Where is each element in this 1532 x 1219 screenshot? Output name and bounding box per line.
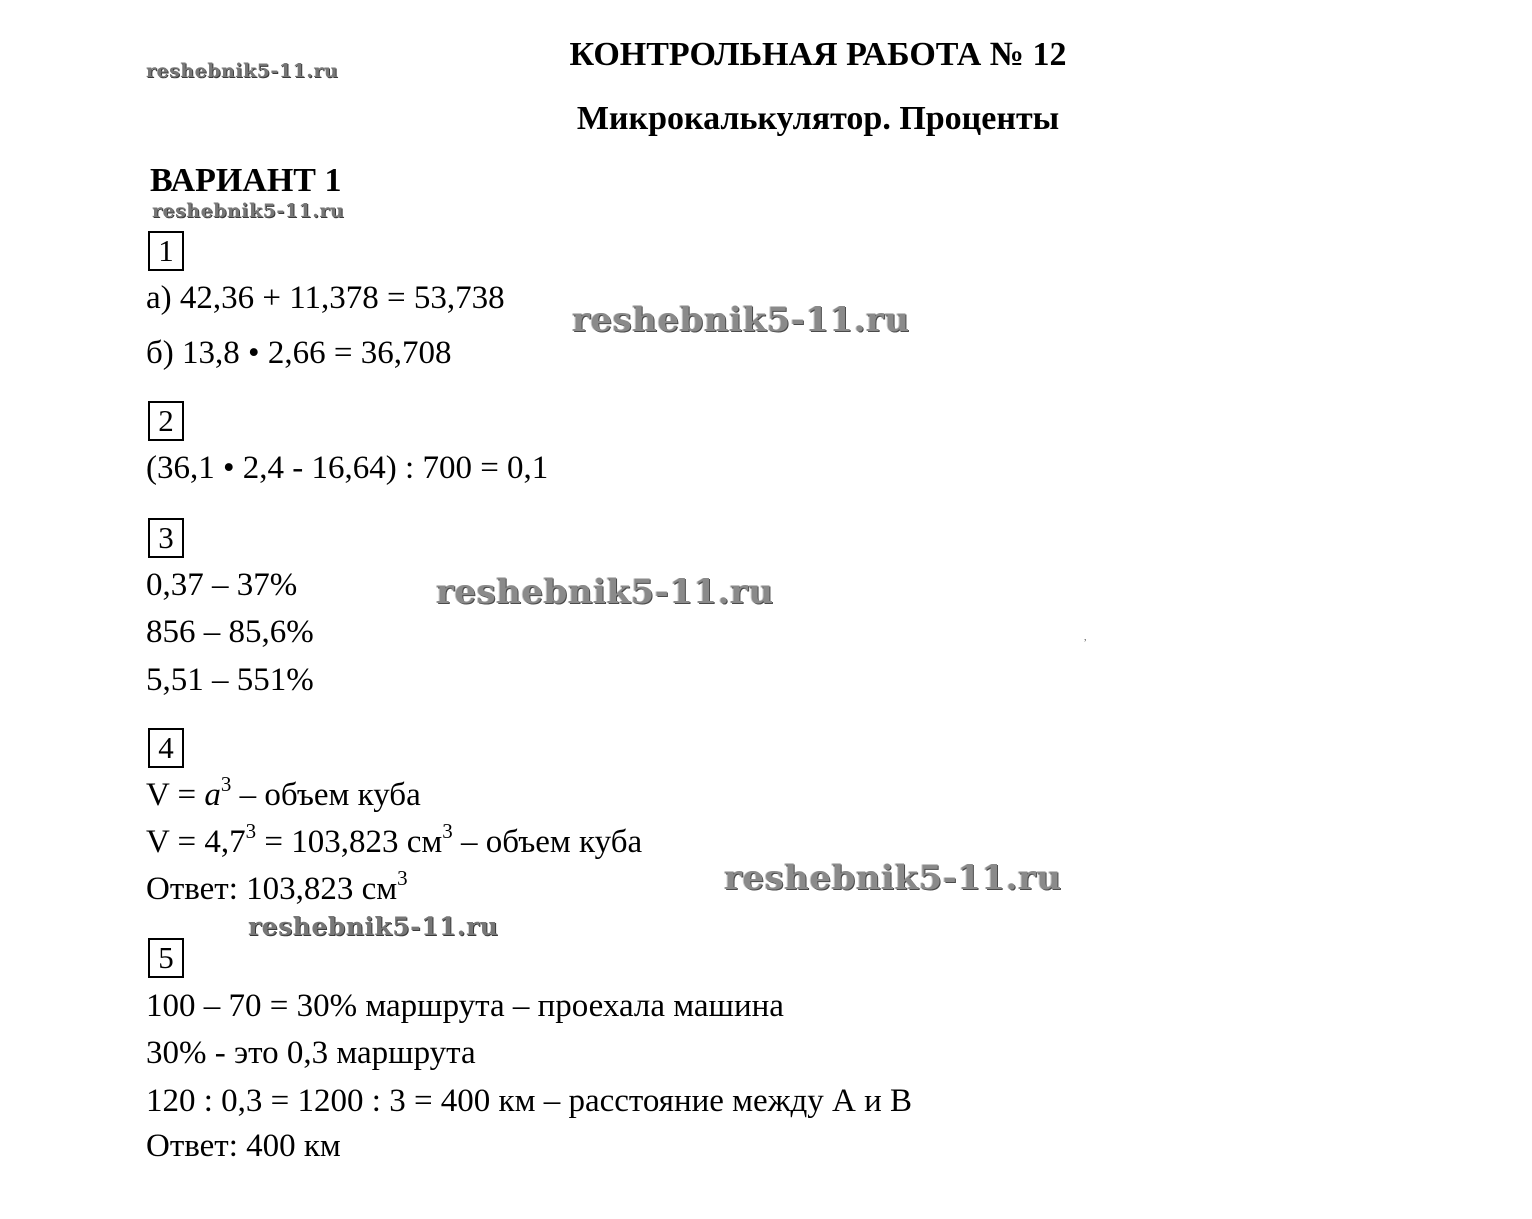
task-line: 120 : 0,3 = 1200 : 3 = 400 км – расстояние между А и В [146, 1083, 913, 1119]
task-line: 30% - это 0,3 маршрута [146, 1035, 476, 1071]
task-number-box: 4 [148, 728, 184, 768]
task-line: $V = 4,7^3 = 103,823$ $см^3$ – объем куба [146, 819, 643, 860]
page-subtitle: Микрокалькулятор. Проценты [576, 100, 1060, 137]
task-number-box: 5 [148, 938, 184, 978]
task-number-box: 2 [148, 401, 184, 441]
task-line: $V = a^3$ – объем куба [146, 772, 421, 813]
watermark: reshebnik5-11.ru [436, 572, 774, 612]
watermark: reshebnik5-11.ru [248, 912, 499, 941]
task-line: 5,51 – 551% [146, 662, 314, 698]
watermark: reshebnik5-11.ru [146, 60, 339, 82]
task-line: а) 42,36 + 11,378 = 53,738 [146, 280, 505, 316]
task-line: 100 – 70 = 30% маршрута – проехала машина [146, 988, 784, 1024]
watermark: reshebnik5-11.ru [152, 200, 345, 222]
task-line: 856 – 85,6% [146, 614, 314, 650]
task-line: 0,37 – 37% [146, 567, 298, 603]
watermark: reshebnik5-11.ru [572, 300, 910, 340]
task-line: б) 13,8 • 2,66 = 36,708 [146, 335, 452, 371]
task-number-box: 1 [148, 231, 184, 271]
watermark: reshebnik5-11.ru [724, 858, 1062, 898]
answer-line: Ответ: 400 км [146, 1128, 341, 1164]
task-line: (36,1 • 2,4 - 16,64) : 700 = 0,1 [146, 450, 549, 486]
page-title: КОНТРОЛЬНАЯ РАБОТА № 12 [569, 36, 1067, 73]
task-number-box: 3 [148, 518, 184, 558]
variant-heading: ВАРИАНТ 1 [150, 162, 342, 199]
answer-line: Ответ: 103,823 $см^3$ [146, 866, 408, 907]
